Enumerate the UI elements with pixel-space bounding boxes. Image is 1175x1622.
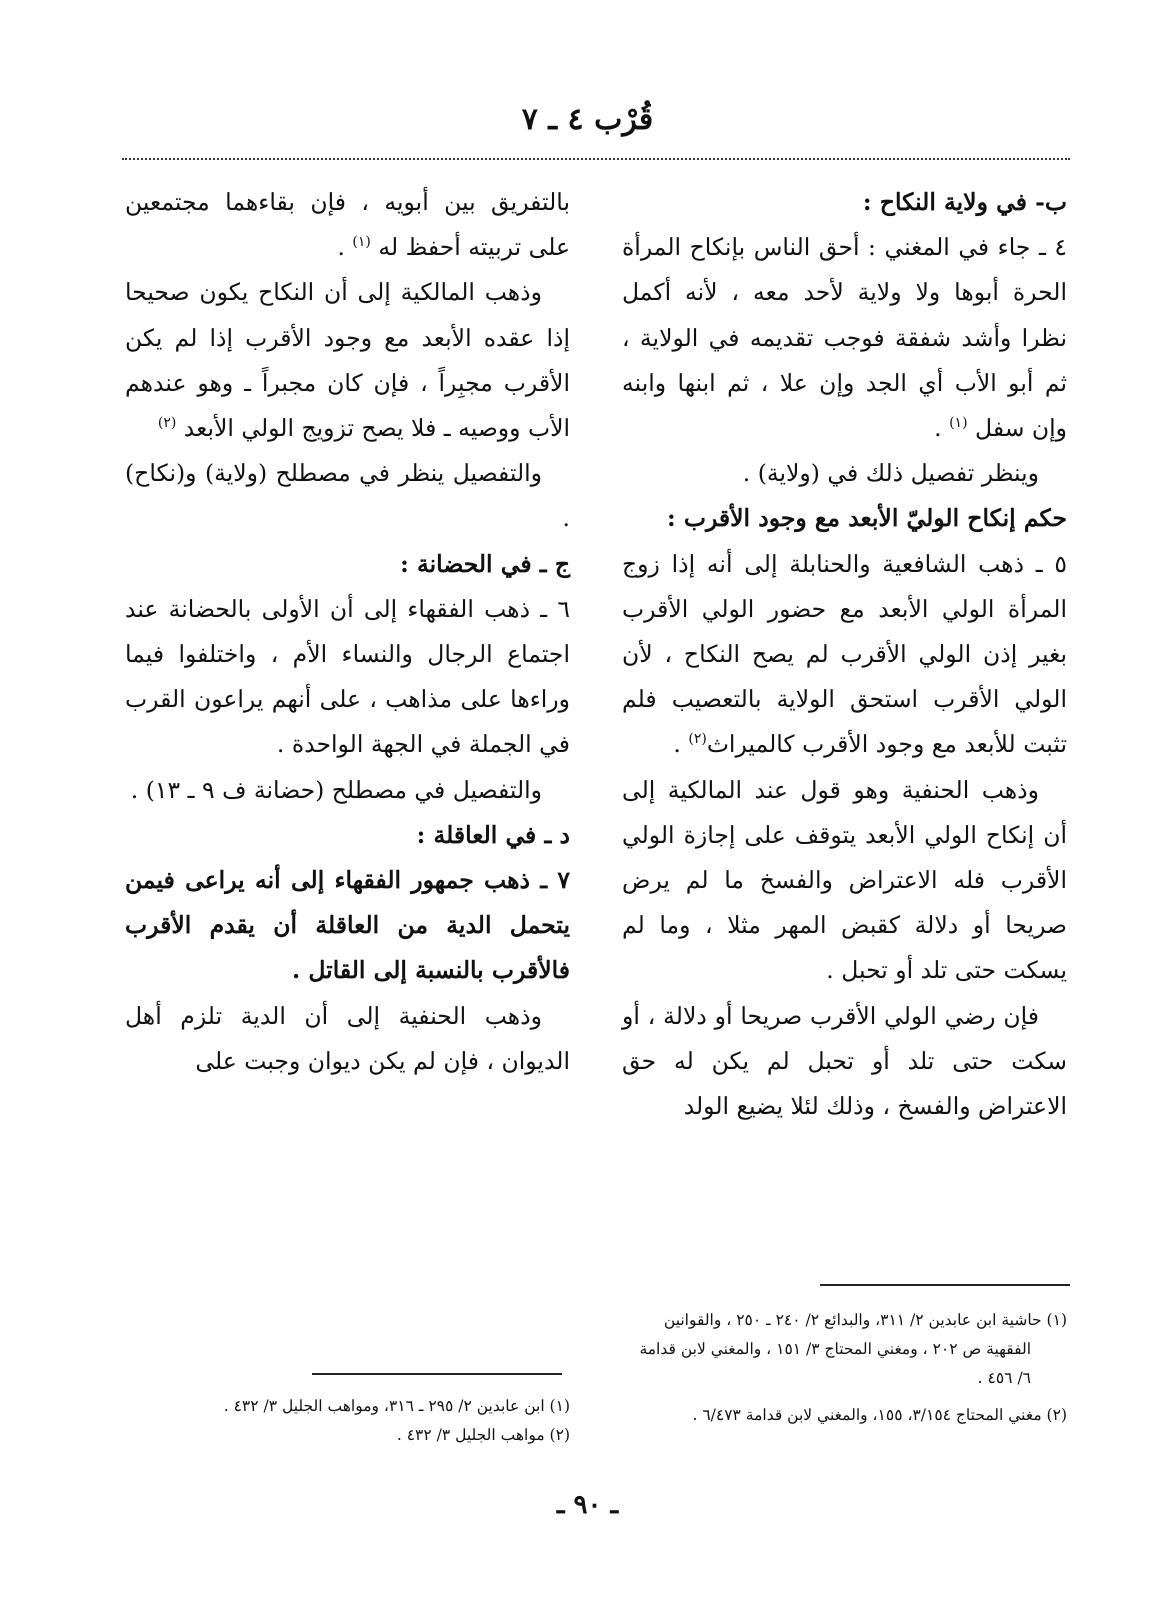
running-header: قُرْب ٤ ـ ٧ [521, 102, 654, 137]
footnote-rule-left [312, 1373, 562, 1375]
footnote-2: (٢) مواهب الجليل ٣/ ٤٣٢ . [396, 1426, 570, 1444]
paragraph-detail-reference: والتفصيل ينظر في مصطلح (ولاية) و(نكاح) . [125, 459, 570, 533]
paragraph-maliki-text: وذهب المالكية إلى أن النكاح يكون صحيحا إذا عقده الأبعد مع وجود الأقرب إذا لم يكن الأقرب مجبِراً ، فإن كان مجبراً ـ وهو عندهم الأب ووصيه ـ فلا يصح تزويج الولي الأبعد [125, 278, 570, 443]
paragraph-continuation-end: . [337, 233, 353, 262]
heading-aqila: د ـ في العاقلة : [416, 820, 570, 849]
paragraph-5-hanafi: وذهب الحنفية وهو قول عند المالكية إلى أن إنكاح الولي الأبعد يتوقف على إجازة الولي الأقرب فله الاعتراض والفسخ ما لم يرض صريحا أو دلالة كقبض المهر مثلا ، وما لم يسكت حتى تلد أو تحبل . [622, 775, 1067, 985]
paragraph-4-end: . [934, 414, 950, 443]
footnote-1: (١) ابن عابدين ٢/ ٢٩٥ ـ ٣١٦، ومواهب الجليل ٣/ ٤٣٢ . [223, 1397, 570, 1415]
paragraph-continuation [125, 180, 570, 270]
paragraph-4-text: ٤ ـ جاء في المغني : أحق الناس بإنكاح المرأة الحرة أبوها ولا ولاية لأحد معه ، لأنه أكمل نظرا وأشد شفقة فوجب تقديمه في الولاية ، ثم أبو الأب أي الجد وإن علا ، ثم ابنها وابنه وإن سفل [622, 233, 1067, 443]
paragraph-5-end: . [673, 730, 689, 759]
footnotes-left [125, 1392, 570, 1450]
paragraph-continuation-text: بالتفريق بين أبويه ، فإن بقاءهما مجتمعين على تربيته أحفظ له [125, 188, 570, 262]
footnote-ref: (١) [949, 415, 968, 432]
footnote-2: (٢) مغني المحتاج ٣/١٥٤، ١٥٥، والمغني لابن قدامة ٦/٤٧٣ . [692, 1406, 1067, 1424]
heading-farther-guardian-rule: حكم إنكاح الوليّ الأبعد مع وجود الأقرب : [666, 504, 1067, 533]
paragraph-6-reference: والتفصيل في مصطلح (حضانة ف ٩ ـ ١٣) . [130, 775, 542, 804]
header-dotted-rule [122, 158, 1070, 160]
footnote-rule-right [820, 1284, 1070, 1286]
footnote-ref: (٢) [688, 731, 707, 748]
right-column [622, 180, 1067, 1129]
paragraph-maliki [125, 270, 570, 451]
heading-custody: ج ـ في الحضانة : [400, 549, 570, 578]
paragraph-5 [622, 542, 1067, 768]
paragraph-5-consent: فإن رضي الولي الأقرب صريحا أو دلالة ، أو سكت حتى تلد أو تحبل لم يكن له حق الاعتراض والفسخ ، وذلك لئلا يضيع الولد [622, 1001, 1067, 1121]
footnote-ref: (٢) [157, 415, 177, 432]
paragraph-6: ٦ ـ ذهب الفقهاء إلى أن الأولى بالحضانة عند اجتماع الرجال والنساء الأم ، واختلفوا فيما وراءها على مذاهب ، على أنهم يراعون القرب في الجملة في الجهة الواحدة . [125, 594, 570, 759]
footnotes-right [622, 1306, 1067, 1430]
left-column [125, 180, 570, 1084]
heading-marriage-guardianship: ب- في ولاية النكاح : [862, 188, 1067, 216]
footnote-1: (١) حاشية ابن عابدين ٢/ ٣١١، والبدائع ٢/ ٢٤٠ ـ ٢٥٠ ، والقوانين الفقهية ص ٢٠٢ ، ومغني المحتاج ٣/ ١٥١ ، والمغني لابن قدامة ٦/ ٤٥٦ . [639, 1311, 1067, 1387]
paragraph-4-see-also: وينظر تفصيل ذلك في (ولاية) . [742, 459, 1039, 488]
page-number: ـ ٩٠ ـ [556, 1490, 619, 1520]
paragraph-5-text: ٥ ـ ذهب الشافعية والحنابلة إلى أنه إذا زوج المرأة الولي الأبعد مع حضور الولي الأقرب بغير إذن الولي الأقرب لم يصح النكاح ، لأن الولي الأقرب استحق الولاية بالتعصيب فلم تثبت للأبعد مع وجود الأقرب كالميراث [622, 549, 1067, 759]
paragraph-7-hanafi: وذهب الحنفية إلى أن الدية تلزم أهل الديوان ، فإن لم يكن ديوان وجبت على [125, 1001, 570, 1075]
footnote-ref: (١) [352, 234, 371, 251]
paragraph-7: ٧ ـ ذهب جمهور الفقهاء إلى أنه يراعى فيمن يتحمل الدية من العاقلة أن يقدم الأقرب فالأقرب بالنسبة إلى القاتل . [125, 866, 570, 985]
paragraph-4 [622, 225, 1067, 451]
